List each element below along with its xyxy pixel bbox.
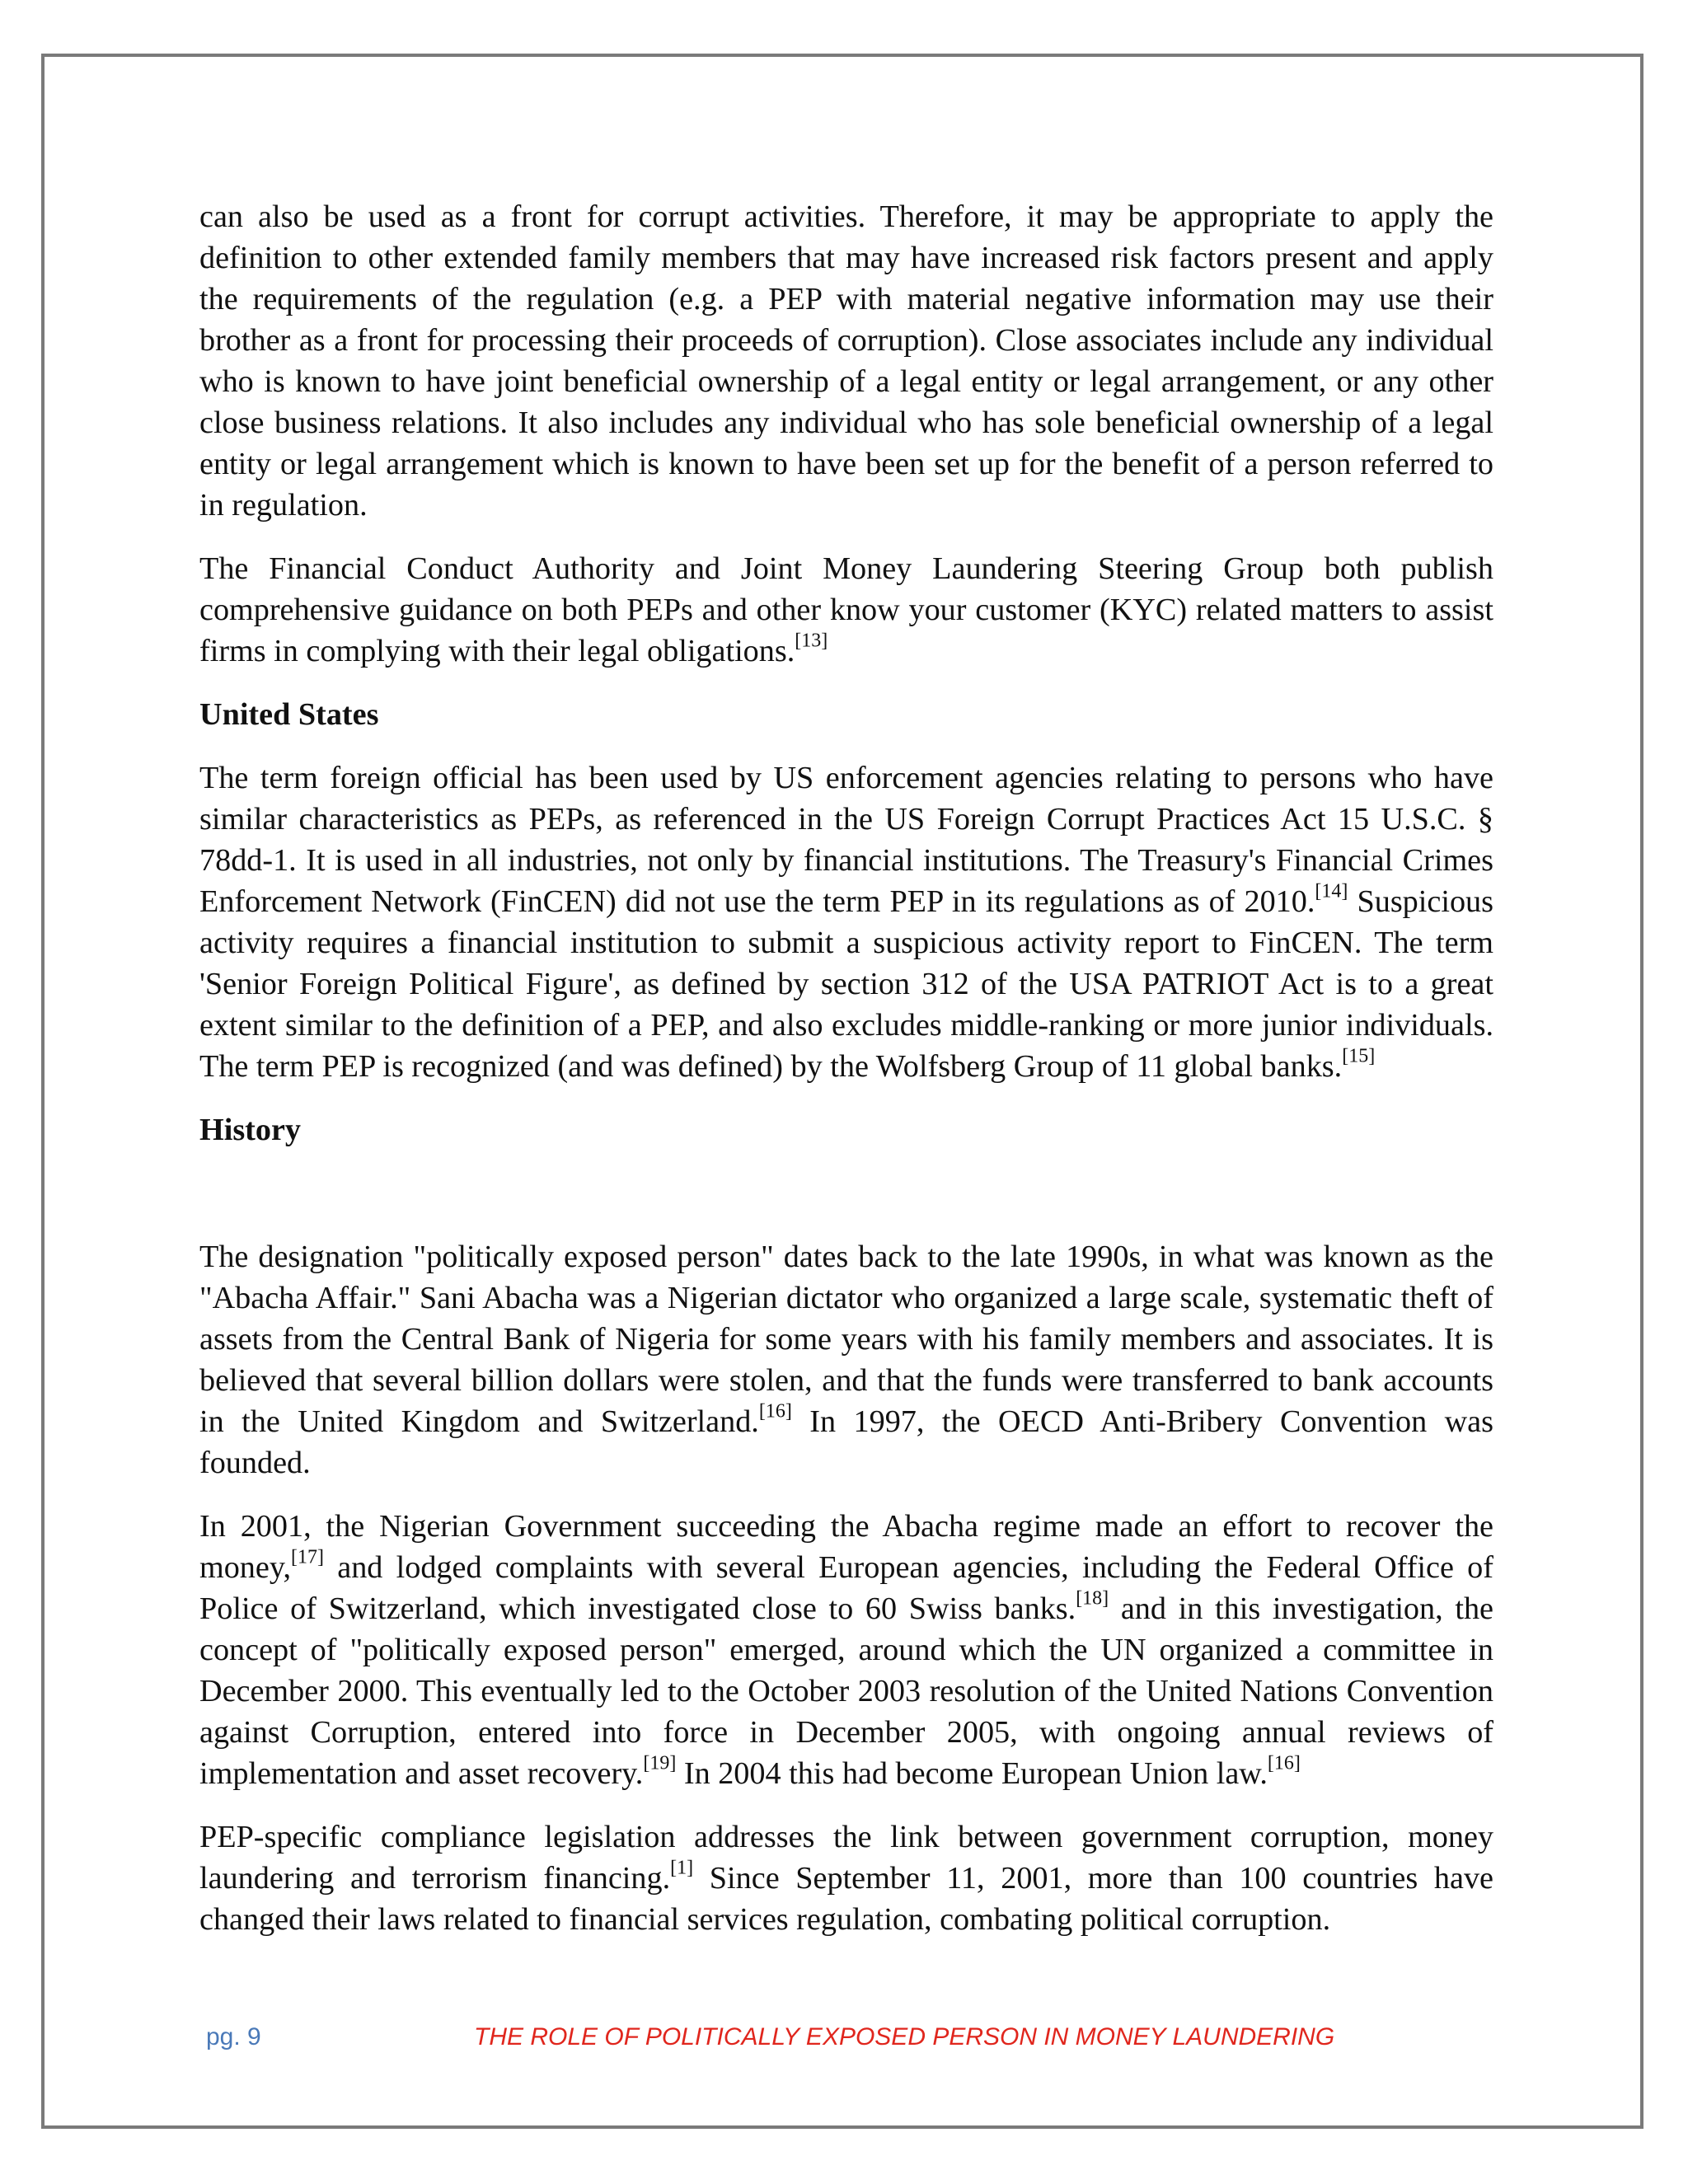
paragraph-text: In 2004 this had become European Union law.	[676, 1756, 1268, 1791]
paragraph-nigerian-recovery	[199, 1506, 1493, 1794]
citation-13[interactable]: [13]	[795, 630, 828, 652]
citation-19[interactable]: [19]	[643, 1752, 677, 1774]
heading-history: History	[199, 1113, 302, 1147]
heading-united-states: United States	[199, 697, 379, 732]
citation-1[interactable]: [1]	[670, 1857, 694, 1879]
paragraph-text: can also be used as a front for corrupt activities. Therefore, it may be appropriate to apply the definition to other extended family members that may have increased risk factors present and apply the requirements of the regulation (e.g. a PEP with material negative information may use their brother as a front for processing their proceeds of corruption). Close associates include any individual who is known to have joint beneficial ownership of a legal entity or legal arrangement, or any other close business relations. It also includes any individual who has sole beneficial ownership of a legal entity or legal arrangement which is known to have been set up for the benefit of a person referred to in regulation.	[199, 199, 1493, 523]
paragraph-text: and in this investigation, the concept of "politically exposed person" emerged, around which the UN organized a committee in December 2000. This eventually led to the October 2003 resolution of the United Nations Convention against Corruption, entered into force in December 2005, with ongoing annual reviews of implementation and asset recovery.	[199, 1591, 1493, 1791]
paragraph-text: Suspicious activity requires a financial institution to submit a suspicious activity report to FinCEN. The term 'Senior Foreign Political Figure', as defined by section 312 of the USA PATRIOT Act is to a great extent similar to the definition of a PEP, and also excludes middle-ranking or more junior individuals. The term PEP is recognized (and was defined) by the Wolfsberg Group of 11 global banks.	[199, 884, 1493, 1084]
document-body	[199, 196, 1493, 1962]
citation-16[interactable]: [16]	[758, 1400, 792, 1422]
paragraph-text: The Financial Conduct Authority and Joint Money Laundering Steering Group both publish comprehensive guidance on both PEPs and other know your customer (KYC) related matters to assist firms in complying with their legal obligations.	[199, 551, 1493, 668]
citation-14[interactable]: [14]	[1315, 880, 1348, 902]
paragraph-extended-family	[199, 196, 1493, 526]
paragraph-text: The designation "politically exposed person" dates back to the late 1990s, in what was known as the "Abacha Affair." Sani Abacha was a Nigerian dictator who organized a large scale, systematic theft of assets from the Central Bank of Nigeria for some years with his family members and associates. It is believed that several billion dollars were stolen, and that the funds were transferred to bank accounts in the United Kingdom and Switzerland.	[199, 1240, 1493, 1439]
paragraph-text: and lodged complaints with several European agencies, including the Federal Office of Police of Switzerland, which investigated close to 60 Swiss banks.	[199, 1550, 1493, 1626]
paragraph-text: Since September 11, 2001, more than 100 countries have changed their laws related to financial services regulation, combating political corruption.	[199, 1861, 1493, 1937]
citation-15[interactable]: [15]	[1342, 1045, 1376, 1067]
citation-16[interactable]: [16]	[1267, 1752, 1301, 1774]
paragraph-text: PEP-specific compliance legislation addresses the link between government corruption, money laundering and terrorism financing.	[199, 1820, 1493, 1896]
paragraph-pep-legislation	[199, 1816, 1493, 1940]
paragraph-fca-guidance	[199, 548, 1493, 672]
paragraph-us-foreign-official	[199, 757, 1493, 1087]
page-number: pg. 9	[206, 2023, 261, 2050]
paragraph-text: The term foreign official has been used by US enforcement agencies relating to persons who have similar characteristics as PEPs, as referenced in the US Foreign Corrupt Practices Act 15 U.S.C. § 78dd-1. It is used in all industries, not only by financial institutions. The Treasury's Financial Crimes Enforcement Network (FinCEN) did not use the term PEP in its regulations as of 2010.	[199, 761, 1493, 919]
paragraph-text: In 2001, the Nigerian Government succeeding the Abacha regime made an effort to recover the money,	[199, 1509, 1493, 1585]
paragraph-abacha-affair	[199, 1236, 1493, 1483]
paragraph-text: In 1997, the OECD Anti-Bribery Convention was founded.	[199, 1404, 1493, 1480]
citation-18[interactable]: [18]	[1076, 1587, 1109, 1610]
citation-17[interactable]: [17]	[291, 1546, 324, 1568]
footer-title: THE ROLE OF POLITICALLY EXPOSED PERSON IN MONEY LAUNDERING	[474, 2023, 1335, 2050]
